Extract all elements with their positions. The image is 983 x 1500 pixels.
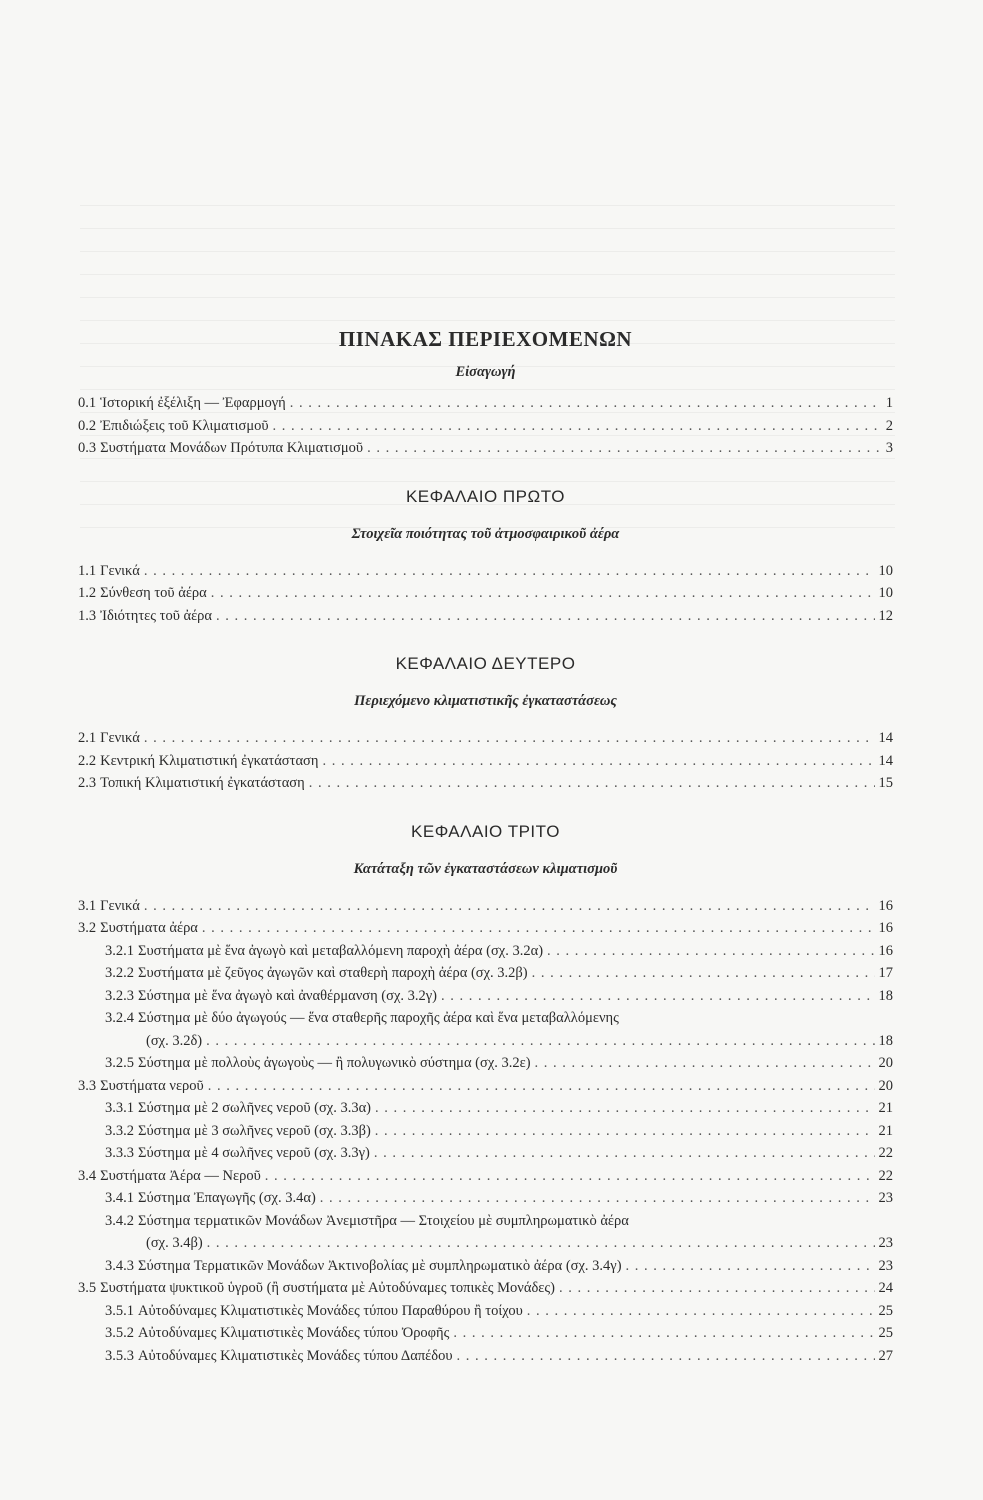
toc-entry-continuation <box>78 1232 893 1255</box>
toc-entry-title: Σύστημα μὲ πολλοὺς ἀγωγοὺς — ἢ πολυγωνικὸ σύστημα (σχ. 3.2ε) <box>138 1055 531 1071</box>
toc-entry-page: 18 <box>878 987 893 1004</box>
toc-entry-title: Σύστημα μὲ 4 σωλῆνες νεροῦ (σχ. 3.3γ) <box>138 1145 370 1161</box>
toc-entry-title: Συστήματα ψυκτικοῦ ὑγροῦ (ἢ συστήματα μὲ Αὐτοδύναμες τοπικὲς Μονάδες) <box>100 1280 555 1296</box>
toc-entry-title: Συστήματα μὲ ζεῦγος ἀγωγῶν καὶ σταθερὴ παροχὴ ἀέρα (σχ. 3.2β) <box>138 965 528 981</box>
toc-entry <box>78 962 893 985</box>
toc-entry-number: 3.4.1 <box>105 1190 134 1206</box>
dot-leader <box>626 1255 875 1278</box>
toc-entry <box>78 1120 893 1143</box>
chapter-2-entries <box>78 727 893 795</box>
toc-entry-number: 3.1 <box>78 897 97 914</box>
toc-entry <box>78 605 893 628</box>
toc-entry-page: 25 <box>878 1325 893 1341</box>
toc-entry-number: 3.3.3 <box>105 1145 134 1161</box>
dot-leader <box>374 1142 875 1165</box>
toc-entry-title: Γενικά <box>100 897 140 914</box>
page-title: ΠΙΝΑΚΑΣ ΠΕΡΙΕΧΟΜΕΝΩΝ <box>338 327 633 351</box>
toc-entry-title: Συστήματα Ἀέρα — Νεροῦ <box>100 1167 261 1184</box>
chapter-1-entries <box>78 560 893 628</box>
toc-entry-title: Σύστημα μὲ 3 σωλῆνες νεροῦ (σχ. 3.3β) <box>138 1122 371 1139</box>
toc-entry-number: 3.5.1 <box>105 1302 134 1319</box>
toc-entry <box>78 1052 893 1075</box>
toc-entry-number: 3.2.4 <box>105 1010 134 1026</box>
toc-entry-number: 0.1 <box>78 395 97 411</box>
toc-entry-number: 3.5.2 <box>105 1325 134 1341</box>
toc-entry-number: 3.2.3 <box>105 987 134 1004</box>
dot-leader <box>206 1030 874 1053</box>
toc-entry <box>78 750 893 773</box>
toc-entry-title: Σύστημα Τερματικῶν Μονάδων Ἀκτινοβολίας μὲ συμπληρωματικὸ ἀέρα (σχ. 3.4γ) <box>138 1257 622 1274</box>
chapter-1-subtitle: Στοιχεῖα ποιότητας τοῦ ἀτμοσφαιρικοῦ ἀέρα <box>351 525 620 542</box>
toc-entry-page: 25 <box>878 1302 893 1319</box>
dot-leader <box>208 1075 875 1098</box>
chapter-1-section <box>78 482 893 628</box>
toc-entry-page: 18 <box>878 1032 893 1049</box>
toc-entry-title: Σύνθεση τοῦ ἀέρα <box>100 585 207 601</box>
dot-leader <box>322 750 874 773</box>
toc-entry-page: 12 <box>878 607 893 624</box>
toc-entry-page: 16 <box>878 942 893 959</box>
toc-entry <box>78 560 893 583</box>
toc-entry-page: 22 <box>878 1167 893 1184</box>
chapter-2-subtitle: Περιεχόμενο κλιματιστικῆς ἐγκαταστάσεως <box>354 693 617 709</box>
chapter-3-entries <box>78 895 893 1368</box>
toc-entry-number: 3.3.2 <box>105 1122 134 1139</box>
toc-entry-number: 3.2.2 <box>105 965 134 981</box>
toc-entry-number: 3.4.2 <box>105 1212 134 1229</box>
toc-entry-title-continued: (σχ. 3.2δ) <box>146 1032 203 1049</box>
toc-entry-title: Αὐτοδύναμες Κλιματιστικὲς Μονάδες τύπου Δαπέδου <box>138 1347 453 1364</box>
dot-leader <box>535 1052 875 1075</box>
toc-entry-number: 1.1 <box>78 562 97 579</box>
toc-entry-page: 23 <box>878 1257 893 1274</box>
toc-entry-page: 3 <box>885 440 893 456</box>
dot-leader <box>375 1120 875 1143</box>
dot-leader <box>457 1345 875 1368</box>
toc-entry-number: 1.2 <box>78 585 97 601</box>
toc-entry <box>78 1165 893 1188</box>
toc-entry <box>78 1187 893 1210</box>
toc-entry-title: Σύστημα μὲ ἕνα ἀγωγὸ καὶ ἀναθέρμανση (σχ. 3.2γ) <box>138 987 437 1004</box>
toc-entry-number: 3.3 <box>78 1077 97 1094</box>
toc-entry-page: 10 <box>878 585 893 601</box>
toc-entry-title: Σύστημα μὲ 2 σωλῆνες νεροῦ (σχ. 3.3α) <box>138 1100 372 1116</box>
toc-entry-title: Γενικά <box>100 562 140 579</box>
toc-entry-number: 3.5 <box>78 1280 97 1296</box>
dot-leader <box>207 1232 875 1255</box>
toc-entry <box>78 1142 893 1165</box>
toc-entry <box>78 1210 893 1233</box>
dot-leader <box>441 985 875 1008</box>
dot-leader <box>265 1165 875 1188</box>
toc-entry <box>78 917 893 940</box>
dot-leader <box>202 917 875 940</box>
toc-entry <box>78 582 893 605</box>
toc-entry <box>78 1277 893 1300</box>
dot-leader <box>375 1097 874 1120</box>
toc-entry-page: 15 <box>878 775 893 791</box>
toc-entry-page: 14 <box>878 752 893 769</box>
toc-entry <box>78 415 893 438</box>
toc-entry-page: 23 <box>878 1190 893 1206</box>
toc-entry-page: 20 <box>878 1055 893 1071</box>
toc-entry-page: 20 <box>878 1077 893 1094</box>
toc-entry <box>78 1322 893 1345</box>
dot-leader <box>144 727 875 750</box>
toc-entry-page: 1 <box>885 395 893 411</box>
dot-leader <box>320 1187 875 1210</box>
chapter-2-heading: ΚΕΦΑΛΑΙΟ ΔΕΥΤΕΡΟ <box>395 654 576 673</box>
dot-leader <box>309 772 875 795</box>
toc-entry-continuation <box>78 1030 893 1053</box>
toc-entry-title: Αὐτοδύναμες Κλιματιστικὲς Μονάδες τύπου Παραθύρου ἢ τοίχου <box>138 1302 523 1319</box>
toc-entry-title: Ἰδιότητες τοῦ ἀέρα <box>100 607 213 624</box>
toc-entry-page: 21 <box>878 1100 893 1116</box>
toc-entry-page: 10 <box>878 562 893 579</box>
toc-entry <box>78 895 893 918</box>
dot-leader <box>290 392 882 415</box>
toc-entry-page: 2 <box>885 417 893 434</box>
toc-entry-title-continued: (σχ. 3.4β) <box>146 1235 203 1251</box>
dot-leader <box>144 560 875 583</box>
toc-entry <box>78 437 893 460</box>
toc-entry-page: 22 <box>878 1145 893 1161</box>
toc-entry-title: Συστήματα μὲ ἕνα ἀγωγὸ καὶ μεταβαλλόμενη παροχὴ ἀέρα (σχ. 3.2α) <box>138 942 544 959</box>
toc-entry-title: Τοπική Κλιματιστική ἐγκατάσταση <box>100 775 305 791</box>
toc-entry-page: 14 <box>878 730 893 746</box>
toc-entry-page: 23 <box>878 1235 893 1251</box>
dot-leader <box>547 940 874 963</box>
dot-leader <box>559 1277 875 1300</box>
chapter-3-heading: ΚΕΦΑΛΑΙΟ ΤΡΙΤΟ <box>411 821 560 841</box>
toc-entry <box>78 1075 893 1098</box>
dot-leader <box>367 437 882 460</box>
toc-entry-number: 3.2.1 <box>105 942 134 959</box>
toc-entry <box>78 1255 893 1278</box>
dot-leader <box>211 582 875 605</box>
chapter-3-subtitle: Κατάταξη τῶν ἐγκαταστάσεων κλιματισμοῦ <box>353 860 618 877</box>
toc-entry <box>78 1007 893 1030</box>
dot-leader <box>216 605 874 628</box>
toc-entry <box>78 985 893 1008</box>
toc-entry-number: 2.1 <box>78 730 97 746</box>
dot-leader <box>532 962 875 985</box>
dot-leader <box>453 1322 874 1345</box>
toc-entry <box>78 1300 893 1323</box>
toc-entry-page: 17 <box>878 965 893 981</box>
toc-entry-number: 3.4.3 <box>105 1257 134 1274</box>
toc-entry-number: 3.2 <box>78 920 97 936</box>
toc-entry-number: 3.2.5 <box>105 1055 134 1071</box>
toc-entry <box>78 392 893 415</box>
toc-entry-title: Σύστημα Ἐπαγωγῆς (σχ. 3.4α) <box>138 1190 316 1206</box>
toc-entry-title: Σύστημα μὲ δύο ἀγωγούς — ἕνα σταθερῆς παροχῆς ἀέρα καὶ ἕνα μεταβαλλόμενης <box>138 1010 619 1026</box>
chapter-3-section <box>78 817 893 1368</box>
dot-leader <box>527 1300 875 1323</box>
dot-leader <box>273 415 882 438</box>
toc-entry <box>78 772 893 795</box>
toc-entry-number: 3.3.1 <box>105 1100 134 1116</box>
toc-entry-title: Αὐτοδύναμες Κλιματιστικὲς Μονάδες τύπου Ὀροφῆς <box>138 1325 450 1341</box>
toc-entry-number: 2.2 <box>78 752 97 769</box>
toc-entry-number: 0.3 <box>78 440 97 456</box>
toc-entry-title: Συστήματα ἀέρα <box>100 920 198 936</box>
toc-entry-number: 3.5.3 <box>105 1347 134 1364</box>
toc-entry-number: 0.2 <box>78 417 97 434</box>
toc-entry-title: Κεντρική Κλιματιστική ἐγκατάσταση <box>100 752 319 769</box>
toc-entry <box>78 940 893 963</box>
toc-entry <box>78 1345 893 1368</box>
intro-entries <box>78 392 893 460</box>
dot-leader <box>144 895 875 918</box>
toc-entry-number: 1.3 <box>78 607 97 624</box>
toc-entry-title: Συστήματα Μονάδων Πρότυπα Κλιματισμοῦ <box>100 440 364 456</box>
toc-entry-page: 16 <box>878 897 893 914</box>
toc-entry-title: Συστήματα νεροῦ <box>100 1077 204 1094</box>
toc-entry-title: Γενικά <box>100 730 140 746</box>
table-of-contents <box>78 322 893 1367</box>
toc-entry-number: 2.3 <box>78 775 97 791</box>
chapter-1-heading: ΚΕΦΑΛΑΙΟ ΠΡΩΤΟ <box>405 486 566 506</box>
toc-entry-title: Σύστημα τερματικῶν Μονάδων Ἀνεμιστῆρα — Στοιχείου μὲ συμπληρωματικὸ ἀέρα <box>138 1212 629 1229</box>
toc-entry-number: 3.4 <box>78 1167 97 1184</box>
toc-entry-page: 24 <box>878 1280 893 1296</box>
toc-entry-page: 16 <box>878 920 893 936</box>
toc-entry-title: Ἐπιδιώξεις τοῦ Κλιματισμοῦ <box>100 417 269 434</box>
intro-section <box>78 360 893 460</box>
toc-entry-page: 21 <box>878 1122 893 1139</box>
toc-entry-page: 27 <box>878 1347 893 1364</box>
toc-entry <box>78 727 893 750</box>
intro-subtitle: Εἰσαγωγή <box>455 364 516 380</box>
toc-entry <box>78 1097 893 1120</box>
toc-entry-title: Ἱστορική ἐξέλιξη — Ἐφαρμογή <box>100 395 286 411</box>
chapter-2-section <box>78 649 893 795</box>
